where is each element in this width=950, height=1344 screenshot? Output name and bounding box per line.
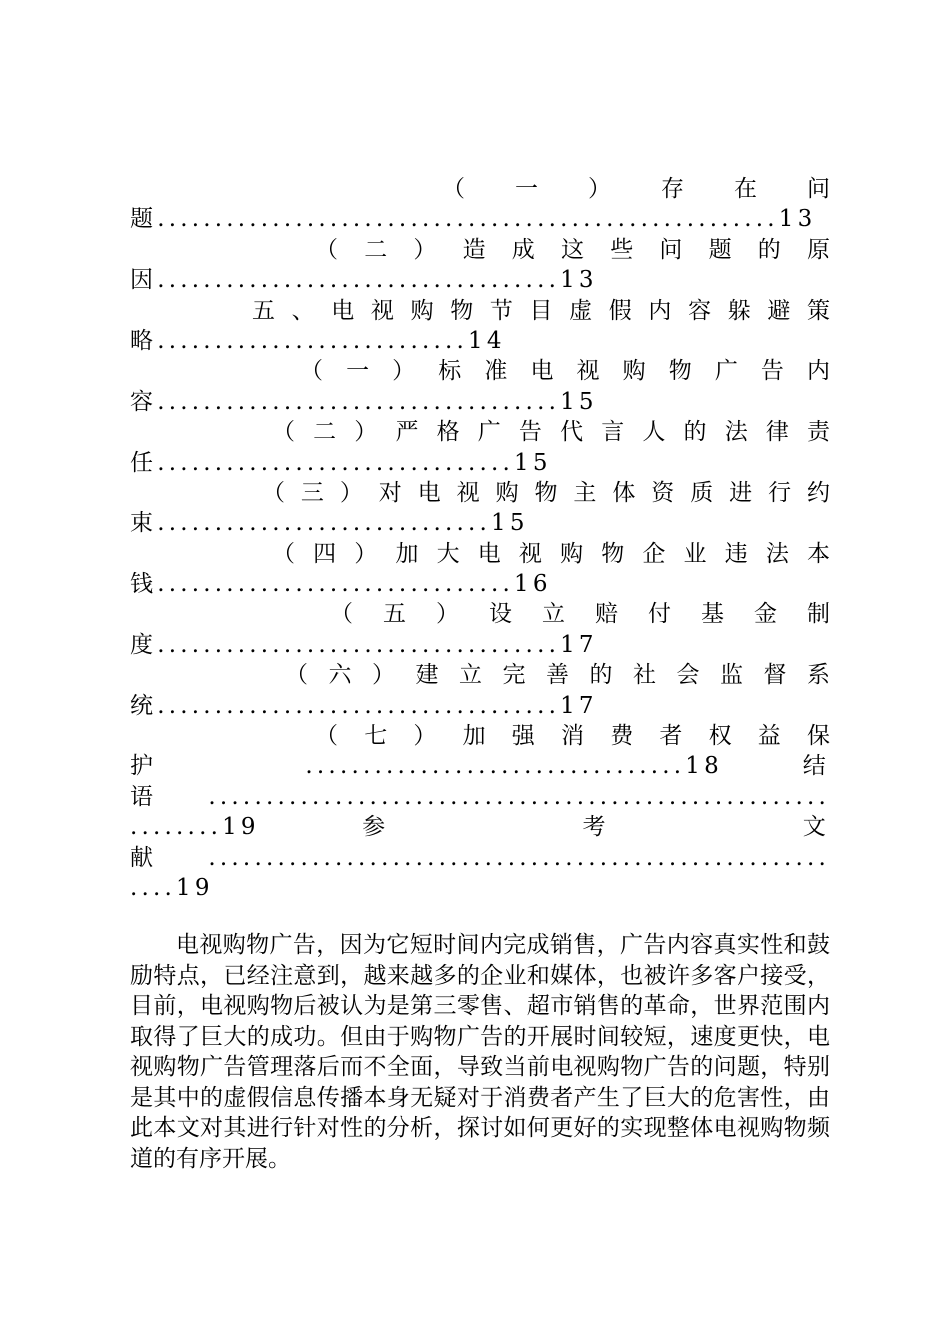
- body-text: [130, 930, 830, 1174]
- table-of-contents: [130, 174, 830, 903]
- toc-leader-5-2: 任...............................15: [130, 449, 552, 476]
- toc-leader-5-6: 统...................................17: [130, 692, 598, 719]
- toc-leader-5-5: 度...................................17: [130, 631, 598, 658]
- toc-heading-5-4: （ 四 ） 加 大 电 视 购 物 企 业 违 法 本: [272, 540, 830, 567]
- toc-heading-4-2: （ 二 ） 造 成 这 些 问 题 的 原: [315, 236, 830, 263]
- toc-leader-4-2: 因...................................13: [130, 267, 598, 294]
- toc-heading-5-5: （ 五 ） 设 立 赔 付 基 金 制: [330, 601, 830, 628]
- toc-heading-5-7: （ 七 ） 加 强 消 费 者 权 益 保: [315, 723, 830, 750]
- toc-leader-5: 略...........................14: [130, 327, 506, 354]
- toc-leader-references-page: ....19: [130, 874, 214, 901]
- toc-leader-conclusion-references: ........19 参 考 文: [130, 814, 830, 841]
- toc-leader-conclusion: 语......................................................: [130, 783, 830, 810]
- toc-heading-5-6: （ 六 ） 建 立 完 善 的 社 会 监 督 系: [285, 662, 830, 689]
- toc-leader-5-3: 束.............................15: [130, 510, 529, 537]
- toc-heading-5-2: （ 二 ） 严 格 广 告 代 言 人 的 法 律 责: [272, 419, 830, 446]
- toc-heading-5-1: （ 一 ） 标 准 电 视 购 物 广 告 内: [300, 358, 830, 385]
- toc-leader-5-4: 钱...............................16: [130, 571, 552, 598]
- toc-leader-5-7-conclusion: 护 .................................18 结: [130, 753, 830, 780]
- toc-heading-5: 五 、 电 视 购 物 节 目 虚 假 内 容 躲 避 策: [252, 297, 830, 324]
- toc-heading-4-1: （ 一 ） 存 在 问: [442, 176, 830, 202]
- toc-leader-4-1: 题......................................................13: [130, 206, 817, 233]
- toc-heading-5-3: （ 三 ） 对 电 视 购 物 主 体 资 质 进 行 约: [262, 479, 830, 506]
- toc-leader-references: 献......................................................: [130, 844, 830, 871]
- intro-paragraph: 电视购物广告，因为它短时间内完成销售，广告内容真实性和鼓励特点，已经注意到，越来越多的企业和媒体，也被许多客户接受，目前，电视购物后被认为是第三零售、超市销售的革命，世界范围内取得了巨大的成功。但由于购物广告的开展时间较短，速度更快，电视购物广告管理落后而不全面，导致当前电视购物广告的问题，特别是其中的虚假信息传播本身无疑对于消费者产生了巨大的危害性，由此本文对其进行针对性的分析，探讨如何更好的实现整体电视购物频道的有序开展。: [130, 932, 830, 1172]
- toc-leader-5-1: 容...................................15: [130, 388, 598, 415]
